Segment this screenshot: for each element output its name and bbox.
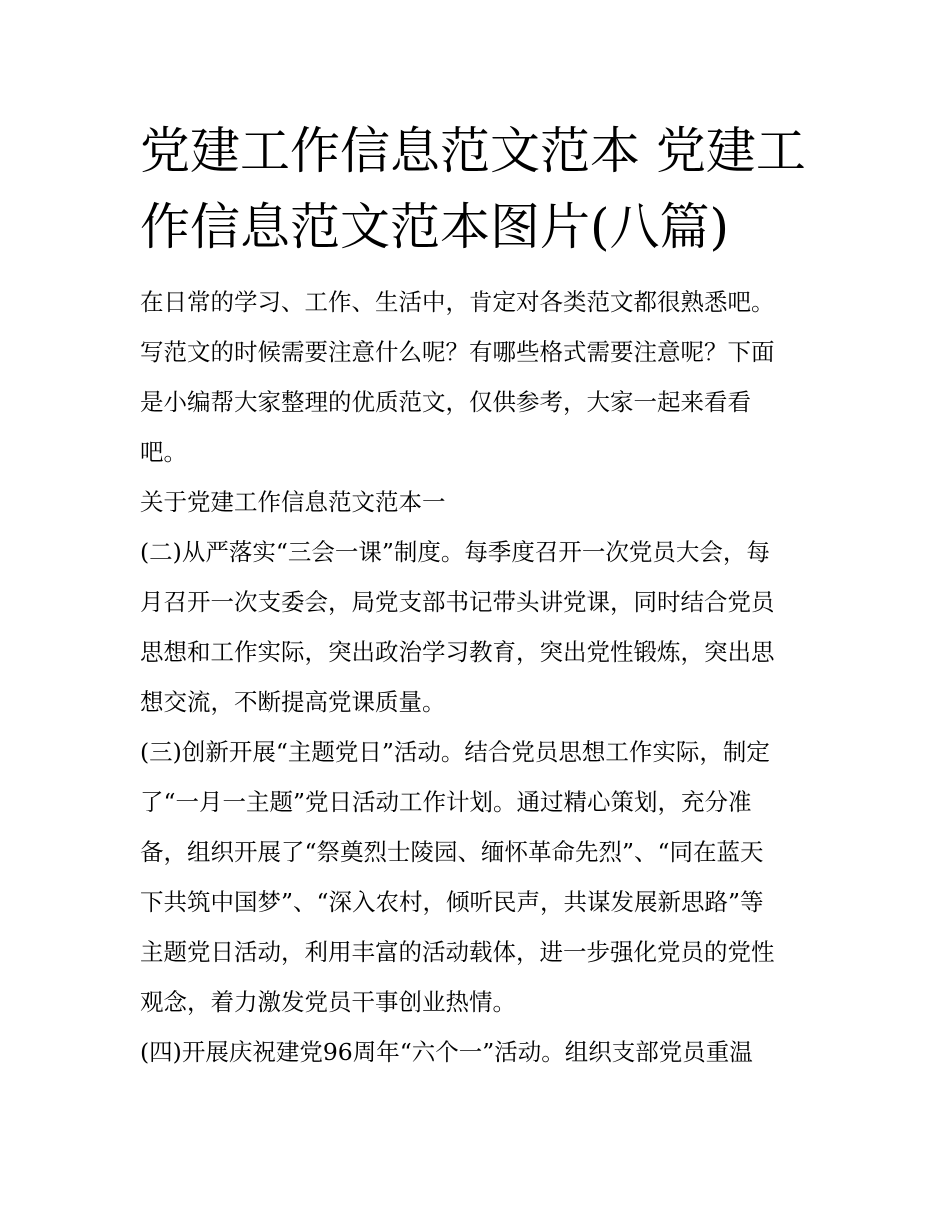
paragraph-2-line-2: 月召开一次支委会，局党支部书记带头讲党课，同时结合党员 [140, 588, 775, 616]
paragraph-3-line-2: 了“一月一主题”党日活动工作计划。通过精心策划，充分准 [140, 788, 752, 816]
paragraph-4-line-1: (四)开展庆祝建党96周年“六个一”活动。组织支部党员重温 [140, 1038, 753, 1066]
title-line-1: 党建工作信息范文范本 党建工 [140, 122, 806, 180]
intro-line-1: 在日常的学习、工作、生活中，肯定对各类范文都很熟悉吧。 [140, 288, 775, 316]
document-title [140, 113, 820, 265]
paragraph-3-line-1: (三)创新开展“主题党日”活动。结合党员思想工作实际，制定 [140, 738, 770, 766]
paragraph-3-line-5: 主题党日活动，利用丰富的活动载体，进一步强化党员的党性 [140, 938, 775, 966]
section-heading: 关于党建工作信息范文范本一 [140, 488, 446, 516]
paragraph-2-line-3: 思想和工作实际，突出政治学习教育，突出党性锻炼，突出思 [140, 638, 775, 666]
intro-line-2: 写范文的时候需要注意什么呢？有哪些格式需要注意呢？下面 [140, 338, 775, 366]
intro-line-4: 吧。 [140, 438, 187, 466]
paragraph-3-line-3: 备，组织开展了“祭奠烈士陵园、缅怀革命先烈”、“同在蓝天 [140, 838, 764, 866]
paragraph-3-line-4: 下共筑中国梦”、“深入农村，倾听民声，共谋发展新思路”等 [140, 888, 764, 916]
paragraph-2-line-4: 想交流，不断提高党课质量。 [140, 688, 446, 716]
paragraph-2-line-1: (二)从严落实“三会一课”制度。每季度召开一次党员大会，每 [140, 538, 770, 566]
paragraph-3-line-6: 观念，着力激发党员干事创业热情。 [140, 988, 516, 1016]
intro-line-3: 是小编帮大家整理的优质范文，仅供参考，大家一起来看看 [140, 388, 751, 416]
title-line-2: 作信息范文范本图片(八篇) [140, 198, 730, 256]
